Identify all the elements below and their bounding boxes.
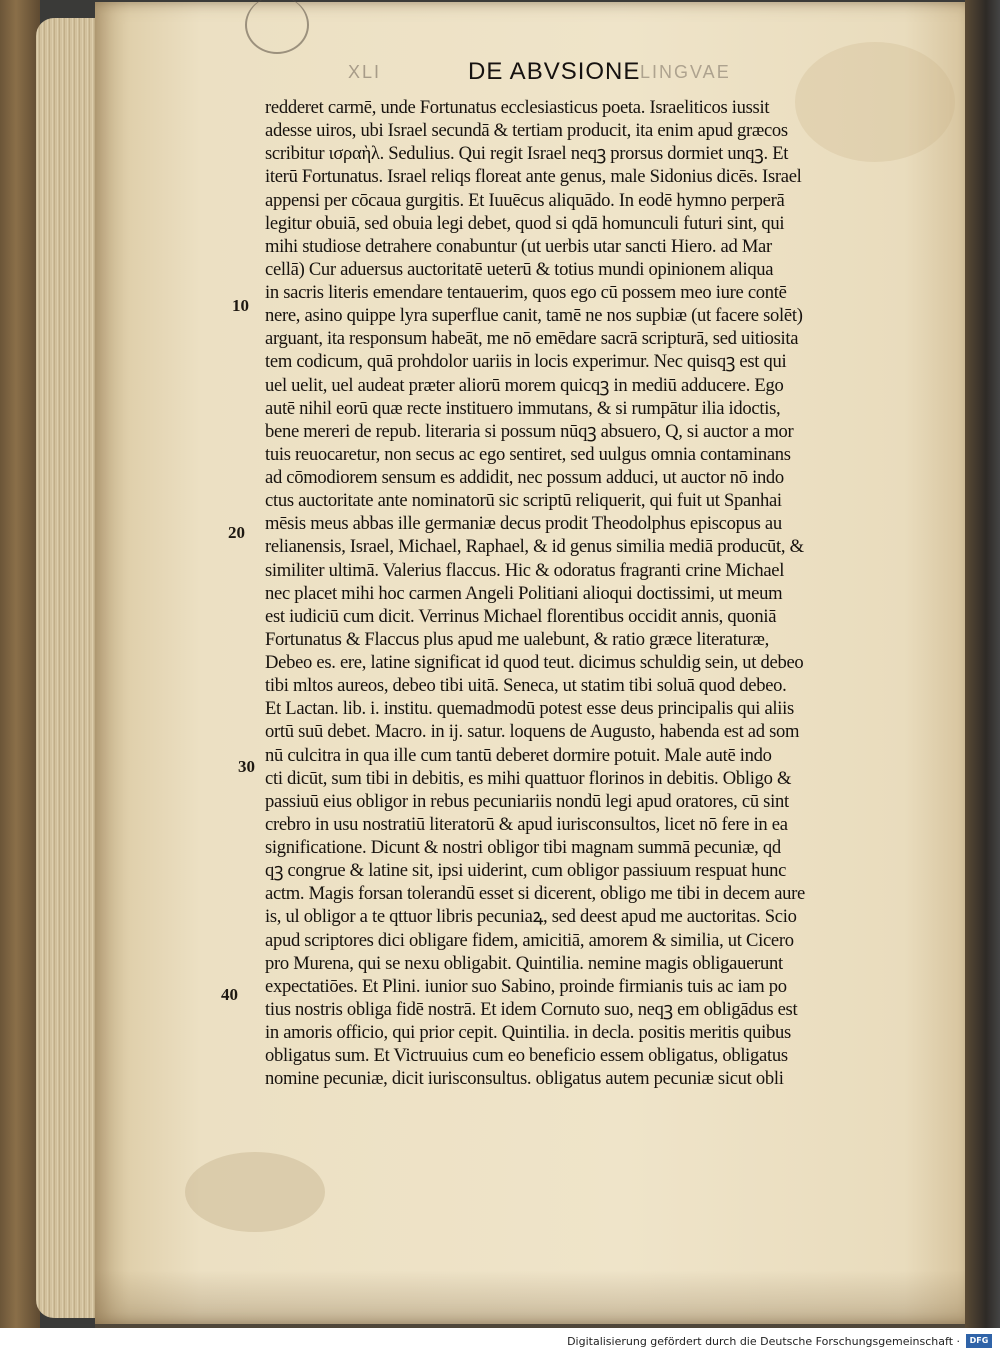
text-line: tem codicum, quā prohdolor uariis in locis experimur. Nec quisqꝫ est qui — [265, 351, 787, 373]
page-title: DE ABVSIONE — [468, 58, 641, 85]
text-line: crebro in usu nostratiū literatorū & apud iurisconsultos, licet nō fere in ea — [265, 813, 788, 835]
text-line: iterū Fortunatus. Israel reliqs floreat ante genus, male Sidonius dicēs. Israel — [265, 166, 802, 188]
line-number-40: 40 — [221, 985, 238, 1004]
gutter-shadow — [965, 0, 1000, 1328]
text-block — [265, 96, 915, 1090]
text-line: ad cōmodiorem sensum es addidit, nec possum adduci, ut auctor nō indo — [265, 467, 784, 488]
text-line: in amoris officio, qui prior cepit. Quintilia. in decla. positis meritis quibus — [265, 1022, 791, 1043]
text-line: nomine pecuniæ, dicit iurisconsultus. obligatus autem pecuniæ sicut obli — [265, 1068, 784, 1090]
text-line: Debeo es. ere, latine significat id quod teut. dicimus schuldig sein, ut debeo — [265, 652, 804, 673]
text-line: in sacris literis emendare tentauerim, quos ego cū possem meo iure contē — [265, 282, 787, 303]
page-shadow — [95, 1270, 975, 1328]
dfg-logo: DFG — [966, 1334, 992, 1348]
funding-credit: Digitalisierung gefördert durch die Deutsche Forschungsgemeinschaft · — [567, 1335, 960, 1348]
text-line: passiuū eius obligor in rebus pecuniariis nondū legi apud oratores, cū sint — [265, 790, 789, 812]
folio-number: XLI — [348, 62, 382, 82]
text-line: nere, asino quippe lyra superflue canit, tamē ne nos supbiæ (ut facere solēt) — [265, 305, 803, 327]
text-line: ortū suū debet. Macro. in ij. satur. loquens de Augusto, habenda est ad som — [265, 721, 800, 743]
line-number-30: 30 — [238, 757, 255, 776]
title-continuation: LINGVAE — [640, 62, 731, 82]
text-line: tius nostris obliga fidē nostrā. Et idem Cornuto suo, neqꝫ em obligādus est — [265, 998, 798, 1020]
text-line: qꝫ congrue & latine sit, ipsi uiderint, cum obligor passiuum respuat hunc — [265, 860, 787, 882]
text-line: ctus auctoritate ante nominatorū sic scriptū reliquerit, qui fuit ut Spanhai — [265, 490, 782, 512]
text-line: redderet carmē, unde Fortunatus ecclesiasticus poeta. Israeliticos iussit — [265, 97, 770, 118]
text-line: is, ul obligor a te qttuor libris pecuniaꝝ, sed deest apud me auctoritas. Scio — [265, 906, 797, 928]
text-line: adesse uiros, ubi Israel secundā & tertiam producit, ita enim apud græcos — [265, 120, 788, 142]
text-line: pro Murena, qui se nexu obligabit. Quintilia. nemine magis obligauerunt — [265, 952, 783, 974]
text-line: Fortunatus & Flaccus plus apud me ualebunt, & ratio græce literaturæ, — [265, 628, 769, 650]
text-line: relianensis, Israel, Michael, Raphael, & id genus similia mediā producūt, & — [265, 536, 804, 558]
text-line: appensi per cōcaua gurgitis. Et Iuuēcus aliquādo. In eodē hymno perperā — [265, 189, 785, 211]
text-line: expectatiōes. Et Plini. iunior suo Sabino, proinde firmianis tuis ac iam po — [265, 975, 787, 997]
text-line: autē nihil eorū quæ recte instituero immutans, & si rumpātur ilia idoctis, — [265, 397, 781, 419]
text-line: mēsis meus abbas ille germaniæ decus prodit Theodolphus episcopus au — [265, 513, 782, 535]
text-line: obligatus sum. Et Victruuius cum eo beneficio essem obligatus, obligatus — [265, 1045, 788, 1067]
text-line: Et Lactan. lib. i. institu. quemadmodū potest esse deus principalis qui aliis — [265, 698, 794, 720]
binding-board — [0, 0, 40, 1328]
text-line: apud scriptores dici obligare fidem, amicitiā, amorem & similia, ut Cicero — [265, 929, 794, 951]
running-head — [340, 58, 790, 92]
text-line: legitur obuiā, sed obuia legi debet, quod si qdā homunculi futuri sint, qui — [265, 212, 785, 234]
ring-stain — [245, 0, 309, 54]
text-line: bene mereri de repub. literaria si possum nūqꝫ absuero, Q, si auctor a mor — [265, 420, 794, 442]
text-line: actm. Magis forsan tolerandū esset si dicerent, obligo me tibi in decem aure — [265, 883, 806, 905]
text-line: tuis reuocaretur, non secus ac ego sentiret, sed uulgus omnia contaminans — [265, 443, 791, 465]
text-line: tibi mltos aureos, debeo tibi uitā. Seneca, ut statim tibi soluā quod debeo. — [265, 675, 787, 697]
text-line: nū culcitra in qua ille cum tantū deberet dormire potuit. Male autē indo — [265, 744, 772, 766]
text-line: significatione. Dicunt & nostri obligor tibi magnam summā pecuniæ, qd — [265, 837, 781, 858]
text-line: est iudiciū cum dicit. Verrinus Michael florentibus occidit annis, quoniā — [265, 605, 777, 627]
text-line: mihi studiose detrahere conabuntur (ut uerbis utar sancti Hiero. ad Mar — [265, 235, 772, 257]
text-line: uel uelit, uel audeat præter aliorū morem quicqꝫ in mediū adducere. Ego — [265, 374, 784, 396]
digitization-footer — [0, 1328, 1000, 1357]
text-line: cti dicūt, sum tibi in debitis, es mihi quattuor florinos in debitis. Obligo & — [265, 767, 792, 789]
text-line: scribitur ισραὴλ. Sedulius. Qui regit Israel neqꝫ prorsus dormiet unqꝫ. Et — [265, 143, 789, 165]
text-line: arguant, ita responsum habeāt, me nō emēdare sacrā scripturā, sed uitiosita — [265, 328, 799, 350]
text-line: cellā) Cur aduersus auctoritatē ueterū & totius mundi opinionem aliqua — [265, 258, 774, 280]
line-number-20: 20 — [228, 523, 245, 542]
text-line: nec placet mihi hoc carmen Angeli Politiani alioqui doctissimi, ut meum — [265, 582, 783, 604]
line-number-10: 10 — [232, 296, 249, 315]
water-stain — [185, 1152, 325, 1232]
text-line: similiter ultimā. Valerius flaccus. Hic & odoratus fragranti crine Michael — [265, 559, 785, 581]
